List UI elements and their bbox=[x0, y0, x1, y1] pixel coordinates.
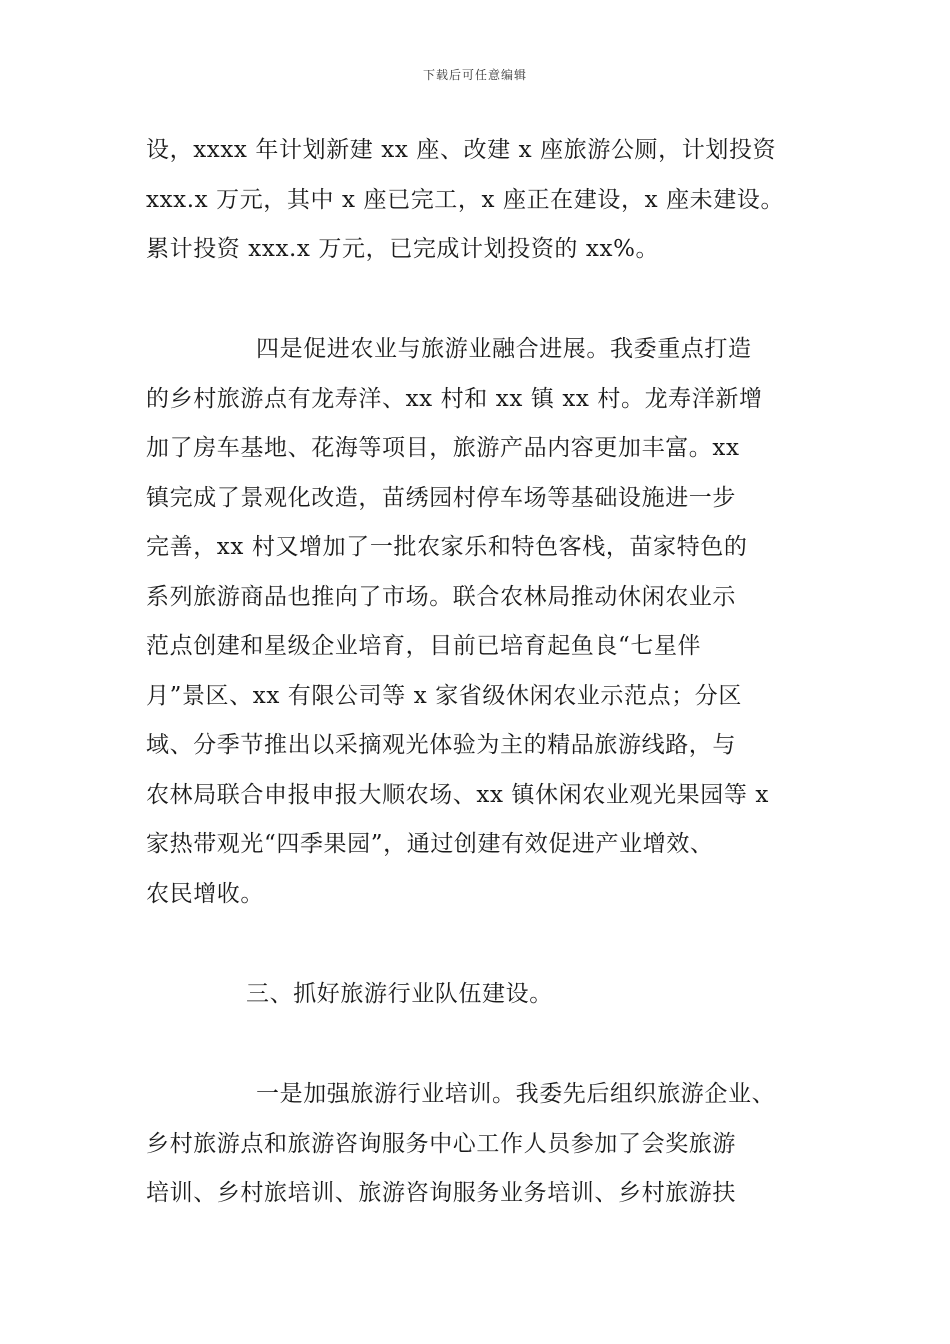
paragraph-line: 范点创建和星级企业培育，目前已培育起鱼良“七星伴 bbox=[146, 633, 702, 659]
paragraph-line: 月”景区、xx 有限公司等 x 家省级休闲农业示范点；分区 bbox=[146, 682, 743, 709]
paragraph-line: 加了房车基地、花海等项目，旅游产品内容更加丰富。xx bbox=[146, 435, 740, 461]
paragraph-line: 乡村旅游点和旅游咨询服务中心工作人员参加了会奖旅游 bbox=[146, 1130, 736, 1157]
paragraph-4 bbox=[146, 1070, 836, 1219]
paragraph-line: 四是促进农业与旅游业融合进展。我委重点打造 bbox=[256, 336, 752, 362]
paragraph-line: 培训、乡村旅培训、旅游咨询服务业务培训、乡村旅游扶 bbox=[146, 1180, 736, 1206]
paragraph-line: 家热带观光“四季果园”，通过创建有效促进产业增效、 bbox=[146, 831, 714, 857]
paragraph-1 bbox=[146, 126, 836, 275]
paragraph-line: 一是加强旅游行业培训。我委先后组织旅游企业、 bbox=[256, 1081, 776, 1107]
section-heading bbox=[146, 970, 836, 1020]
paragraph-line: 系列旅游商品也推向了市场。联合农林局推动休闲农业示 bbox=[146, 583, 736, 610]
paragraph-line: xxx.x 万元，其中 x 座已完工，x 座正在建设，x 座未建设。 bbox=[146, 186, 785, 213]
paragraph-2 bbox=[146, 325, 836, 919]
paragraph-line: 完善，xx 村又增加了一批农家乐和特色客栈，苗家特色的 bbox=[146, 534, 748, 560]
paragraph-line: 的乡村旅游点有龙寿洋、xx 村和 xx 镇 xx 村。龙寿洋新增 bbox=[146, 385, 763, 412]
paragraph-line: 农林局联合申报申报大顺农场、xx 镇休闲农业观光果园等 x bbox=[146, 781, 769, 808]
paragraph-line: 域、分季节推出以采摘观光体验为主的精品旅游线路，与 bbox=[146, 732, 736, 758]
paragraph-line: 累计投资 xxx.x 万元，已完成计划投资的 xx%。 bbox=[146, 236, 660, 262]
paragraph-line: 设，xxxx 年计划新建 xx 座、改建 x 座旅游公厕，计划投资 bbox=[146, 137, 777, 163]
section-heading-text: 三、抓好旅游行业队伍建设。 bbox=[246, 981, 553, 1007]
header-note: 下载后可任意编辑 bbox=[422, 68, 527, 82]
paragraph-line: 镇完成了景观化改造，苗绣园村停车场等基础设施进一步 bbox=[146, 484, 736, 511]
paragraph-line: 农民增收。 bbox=[146, 880, 264, 907]
